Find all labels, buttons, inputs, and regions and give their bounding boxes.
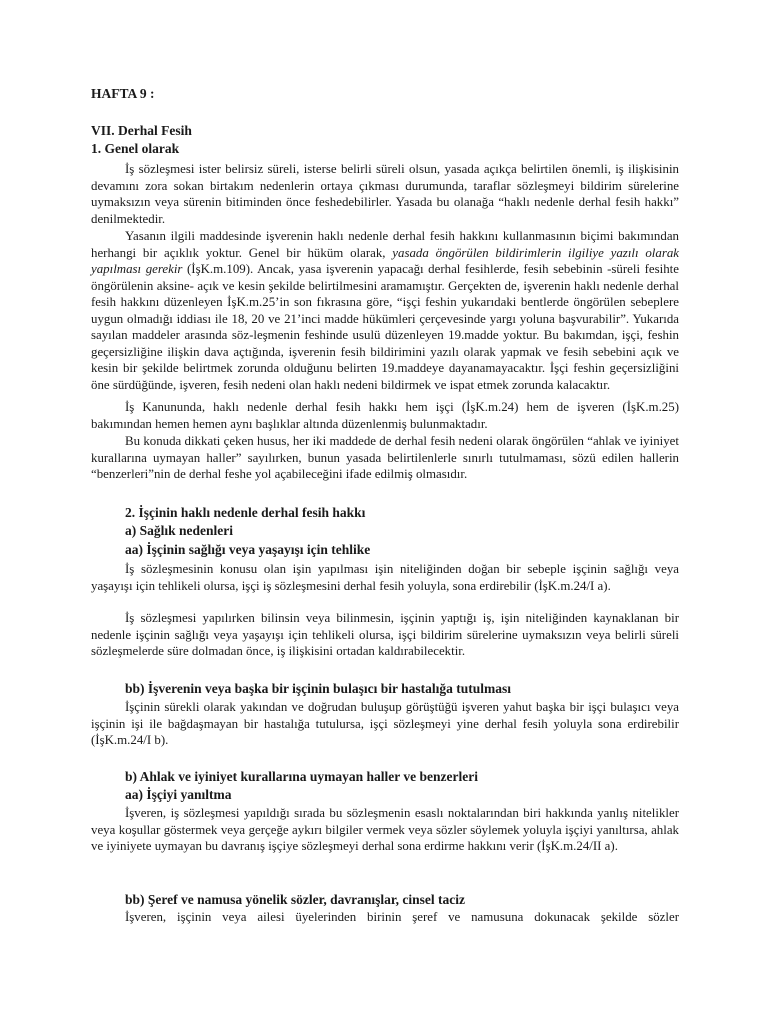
paragraph-2-start: Yasanın ilgili maddesinde işverenin haklı nedenle derhal fesih hakkını kullanmasının biçimi bakımından herhangi bir açıklık yoktur. Genel bir hüküm olarak, <box>91 229 679 260</box>
subsection-heading-2b-aa: aa) İşçiyi yanıltma <box>125 787 232 802</box>
paragraph-2-italic: yasada öngörülen bildirimlerin ilgiliye yazılı olarak yapılması gerekir <box>91 245 680 276</box>
paragraph-2-end: (İşK.m.109). Ancak, yasa işverenin yapacağı derhal fesihlerde, fesih sebebinin -süreli fesihte öngörülenin aksine- açık ve kesin şekilde belirtilmesini aramamıştır. Gerçekten de, işverenin haklı nedenle derhal fesih hakkını düzenleyen İşK.m.25’in son fıkrasına göre, “işçi feshin yukarıdaki bentlerde öngörülen sebeplere uygun olmadığı iddiası ile 18, 20 ve 21’inci madde hükümleri çerçevesinde yargı yoluna başvurabilir”. Yukarıda sayılan maddeler arasında söz-leşmenin feshinde usulü düzenleyen 19.madde yoktur. Bu bakımdan, işçi, feshin geçersizliğine ilişkin dava açtığında, işverenin fesih bildirimini yazılı olarak yapmak ve fesih sebebini açık ve kesin bir şekilde belirtmek zorunda olduğunu belirten 19.maddeye dayanamayacaktır. İşçi feshin geçersizliğini öne sürdüğünde, işveren, fesih nedeni olan haklı nedeni bildirmek ve ispat etmek zorunda kalacaktır. <box>91 262 679 392</box>
paragraph-4: Bu konuda dikkati çeken husus, her iki maddede de derhal fesih nedeni olarak öngörülen “ahlak ve iyiniyet kurallarına uymayan haller” sayılırken, bunun yasada belirtilenlerle sınırlı tutulmaması, sözü edilen hallerin “benzerleri”nin de derhal feshe yol açabileceğini ifade edilmiş olmasıdır. <box>91 434 679 481</box>
subsection-heading-2b-bb: bb) Şeref ve namusa yönelik sözler, davranışlar, cinsel taciz <box>125 892 465 907</box>
subsection-heading: 1. Genel olarak <box>91 141 180 156</box>
paragraph-7: İşçinin sürekli olarak yakından ve doğrudan buluşup görüştüğü işveren yahut başka bir işçi bulaşıcı veya işçinin işi ile bağdaşmayan bir hastalığa tutulursa, işçi sözleşmeyi yine derhal fesih yoluyla sona erdirebilir (İşK.m.24/I b). <box>91 700 679 747</box>
subsection-heading-2aa: aa) İşçinin sağlığı veya yaşayışı için tehlike <box>125 542 371 557</box>
week-heading: HAFTA 9 : <box>91 86 155 101</box>
paragraph-2 <box>91 228 679 393</box>
subsection-heading-2bb: bb) İşverenin veya başka bir işçinin bulaşıcı bir hastalığa tutulması <box>125 681 511 696</box>
paragraph-8: İşveren, iş sözleşmesi yapıldığı sırada bu sözleşmenin esaslı noktalarından biri hakkında yanlış nitelikler veya koşullar göstermek veya gerçeğe aykırı bilgiler vermek veya sözler söylemek yoluyla işçiyi yanıltırsa, ahlak ve iyiniyete uymayan bu davranış işçiye sözleşmeyi derhal sona erdirme hakkını verir (İşK.m.24/II a). <box>91 806 679 853</box>
document-page <box>91 0 679 1024</box>
paragraph-1: İş sözleşmesi ister belirsiz süreli, isterse belirli süreli olsun, yasada açıkça belirtilen önemli, iş ilişkisinin devamını zora sokan birtakım nedenlerin ortaya çıkması durumunda, taraflar sözleşmeyi bildirim sürelerine uymaksızın veya sürenin bitiminden önce feshedebilirler. Yasada bu olanağa “haklı nedenle derhal fesih hakkı” denilmektedir. <box>91 162 679 226</box>
paragraph-9: İşveren, işçinin veya ailesi üyelerinden birinin şeref ve namusuna dokunacak şekilde sözler <box>125 910 679 924</box>
subsection-heading-2b: b) Ahlak ve iyiniyet kurallarına uymayan haller ve benzerleri <box>125 769 478 784</box>
paragraph-6: İş sözleşmesi yapılırken bilinsin veya bilinmesin, işçinin yaptığı iş, işin niteliğinden kaynaklanan bir nedenle işçinin sağlığı veya yaşayışı için tehlikeli olursa, işçi bildirim sürelerine uymaksızın veya belirli süreli sözleşmelerde süre dolmadan önce, iş ilişkisini ortadan kaldırabilecektir. <box>91 611 679 658</box>
paragraph-3: İş Kanununda, haklı nedenle derhal fesih hakkı hem işçi (İşK.m.24) hem de işveren (İşK.m.25) bakımından hemen hemen aynı başlıklar altında düzenlenmiş bulunmaktadır. <box>91 400 679 431</box>
subsection-heading-2a: a) Sağlık nedenleri <box>125 523 234 538</box>
subsection-heading-2: 2. İşçinin haklı nedenle derhal fesih hakkı <box>125 505 366 520</box>
section-heading: VII. Derhal Fesih <box>91 123 192 138</box>
paragraph-5: İş sözleşmesinin konusu olan işin yapılması işin niteliğinden doğan bir sebeple işçinin sağlığı veya yaşayışı için tehlikeli olursa, işçi iş sözleşmesini derhal fesih yoluyla, sona erdirebilir (İşK.m.24/I a). <box>91 562 679 593</box>
